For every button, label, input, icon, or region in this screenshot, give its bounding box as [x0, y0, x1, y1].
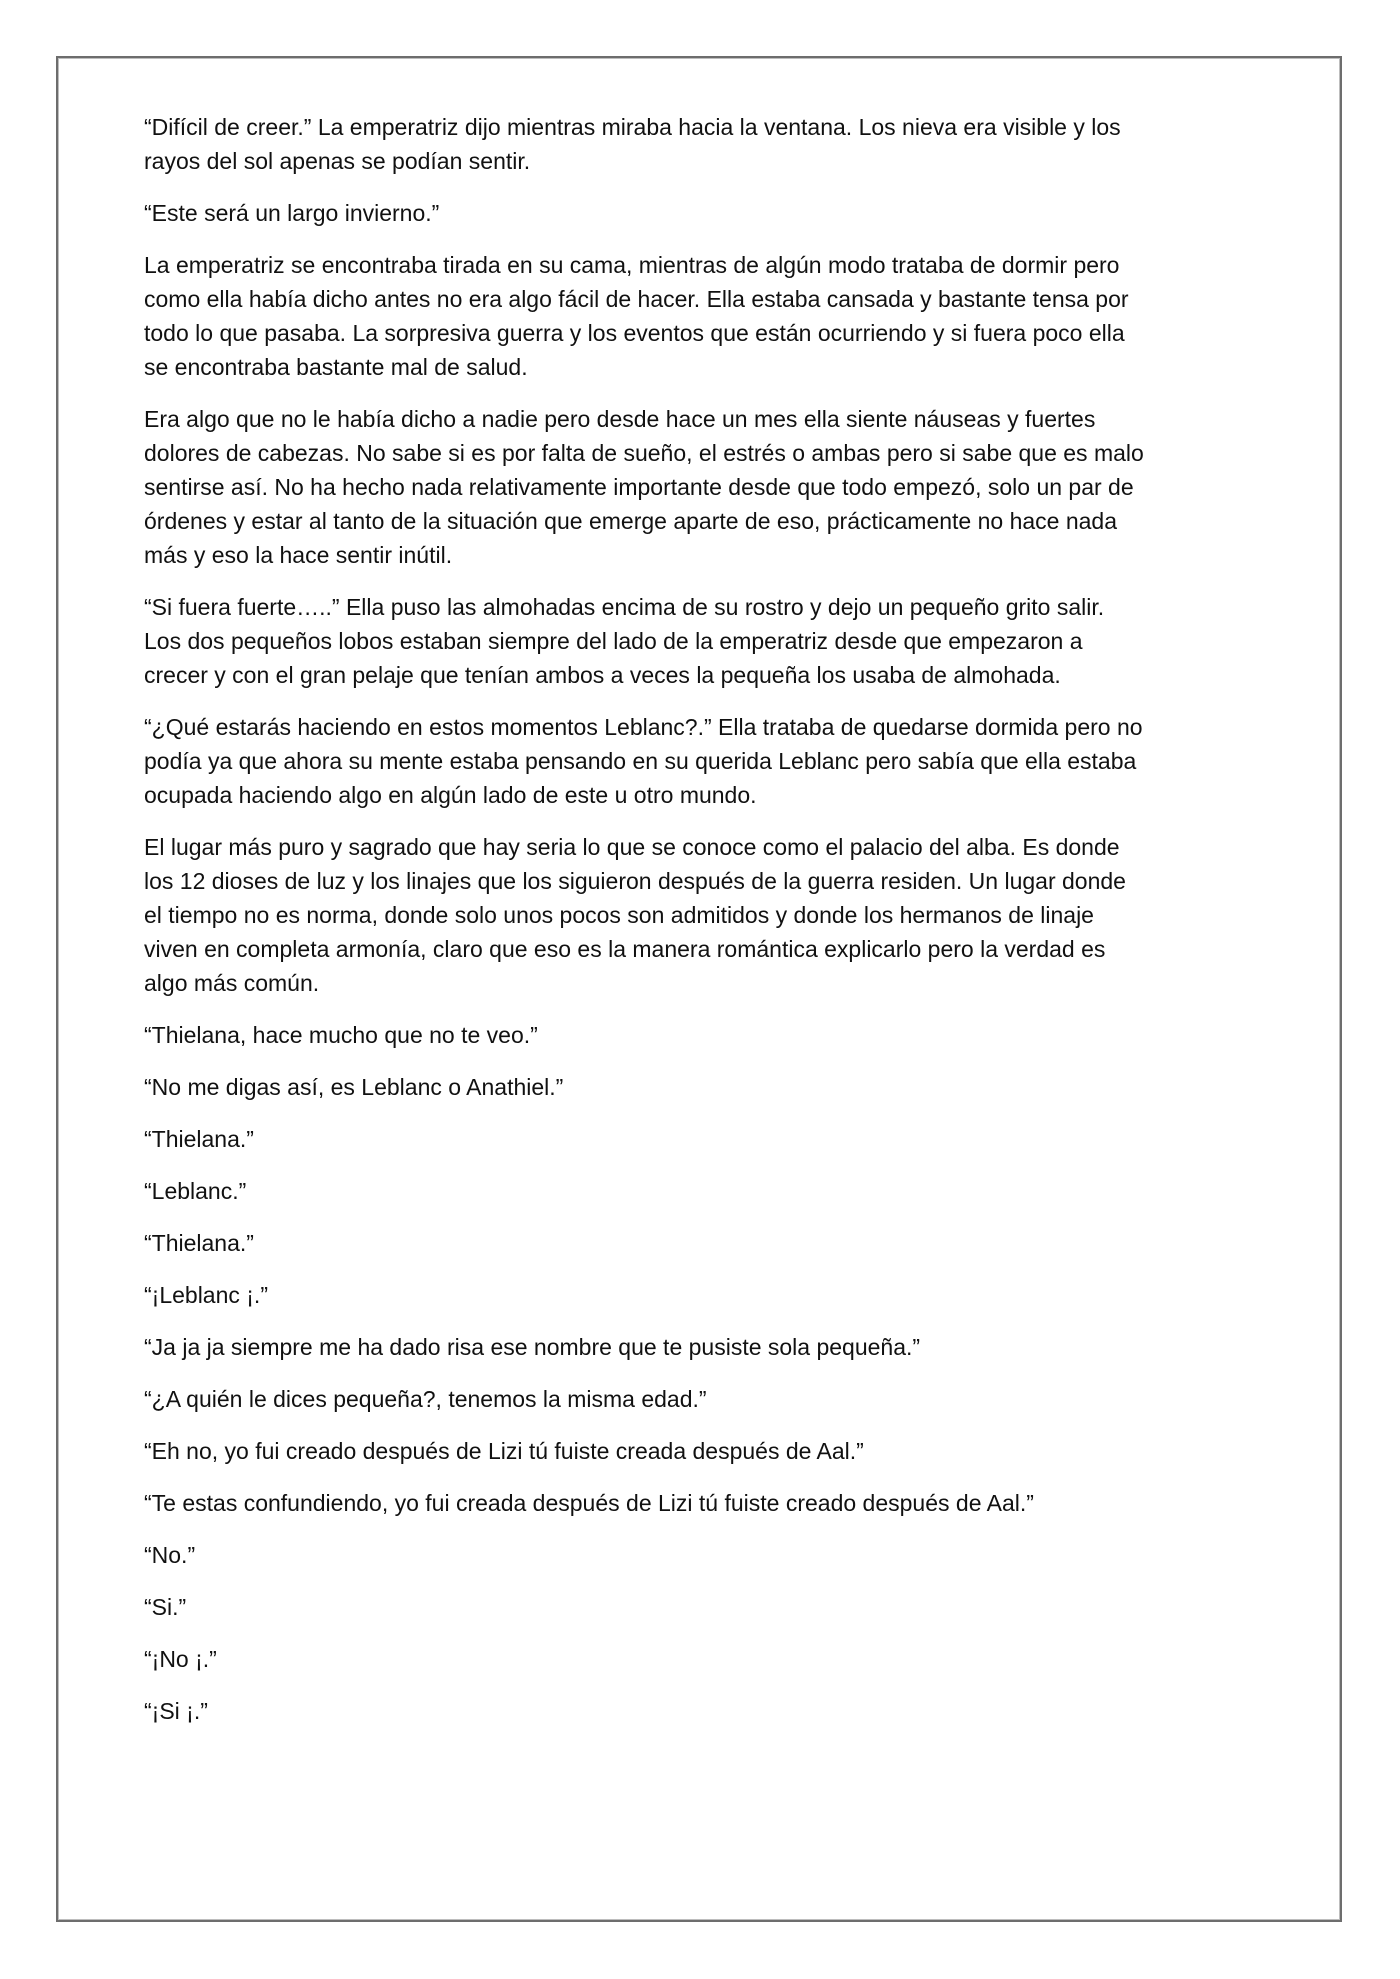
paragraph: Era algo que no le había dicho a nadie pero desde hace un mes ella siente náuseas y fuertes dolores de cabezas. No sabe si es por falta de sueño, el estrés o ambas pero si sabe que es malo sentirse así. No ha hecho nada relativamente importante desde que todo empezó, solo un par de órdenes y estar al tanto de la situación que emerge aparte de eso, prácticamente no hace nada más y eso la hace sentir inútil.: [144, 406, 1144, 568]
paragraph: “¡No ¡.”: [144, 1646, 217, 1672]
paragraph: “Thielana.”: [144, 1230, 254, 1256]
paragraph: “Ja ja ja siempre me ha dado risa ese nombre que te pusiste sola pequeña.”: [144, 1334, 921, 1360]
paragraph: “No.”: [144, 1542, 196, 1568]
paragraph: “No me digas así, es Leblanc o Anathiel.”: [144, 1074, 564, 1100]
paragraph: “¡Si ¡.”: [144, 1698, 208, 1724]
paragraph: “Si.”: [144, 1594, 187, 1620]
document-text: [144, 110, 1144, 1746]
paragraph: “Si fuera fuerte…..” Ella puso las almohadas encima de su rostro y dejo un pequeño grito salir. Los dos pequeños lobos estaban siempre del lado de la emperatriz desde que empezaron a crecer y con el gran pelaje que tenían ambos a veces la pequeña los usaba de almohada.: [144, 594, 1105, 688]
paragraph: “Te estas confundiendo, yo fui creada después de Lizi tú fuiste creado después de Aal.”: [144, 1490, 1034, 1516]
paragraph: “Thielana, hace mucho que no te veo.”: [144, 1022, 538, 1048]
paragraph: “Thielana.”: [144, 1126, 254, 1152]
paragraph: La emperatriz se encontraba tirada en su cama, mientras de algún modo trataba de dormir pero como ella había dicho antes no era algo fácil de hacer. Ella estaba cansada y bastante tensa por todo lo que pasaba. La sorpresiva guerra y los eventos que están ocurriendo y si fuera poco ella se encontraba bastante mal de salud.: [144, 252, 1129, 380]
paragraph: “¿A quién le dices pequeña?, tenemos la misma edad.”: [144, 1386, 707, 1412]
paragraph: “Eh no, yo fui creado después de Lizi tú fuiste creada después de Aal.”: [144, 1438, 864, 1464]
paragraph: “Leblanc.”: [144, 1178, 247, 1204]
paragraph: El lugar más puro y sagrado que hay seria lo que se conoce como el palacio del alba. Es donde los 12 dioses de luz y los linajes que los siguieron después de la guerra residen. Un lugar donde el tiempo no es norma, donde solo unos pocos son admitidos y donde los hermanos de linaje viven en completa armonía, claro que eso es la manera romántica explicarlo pero la verdad es algo más común.: [144, 834, 1126, 996]
paragraph: “Difícil de creer.” La emperatriz dijo mientras miraba hacia la ventana. Los nieva era visible y los rayos del sol apenas se podían sentir.: [144, 114, 1121, 174]
paragraph: “¿Qué estarás haciendo en estos momentos Leblanc?.” Ella trataba de quedarse dormida pero no podía ya que ahora su mente estaba pensando en su querida Leblanc pero sabía que ella estaba ocupada haciendo algo en algún lado de este u otro mundo.: [144, 714, 1143, 808]
paragraph: “Este será un largo invierno.”: [144, 200, 440, 226]
paragraph: “¡Leblanc ¡.”: [144, 1282, 268, 1308]
